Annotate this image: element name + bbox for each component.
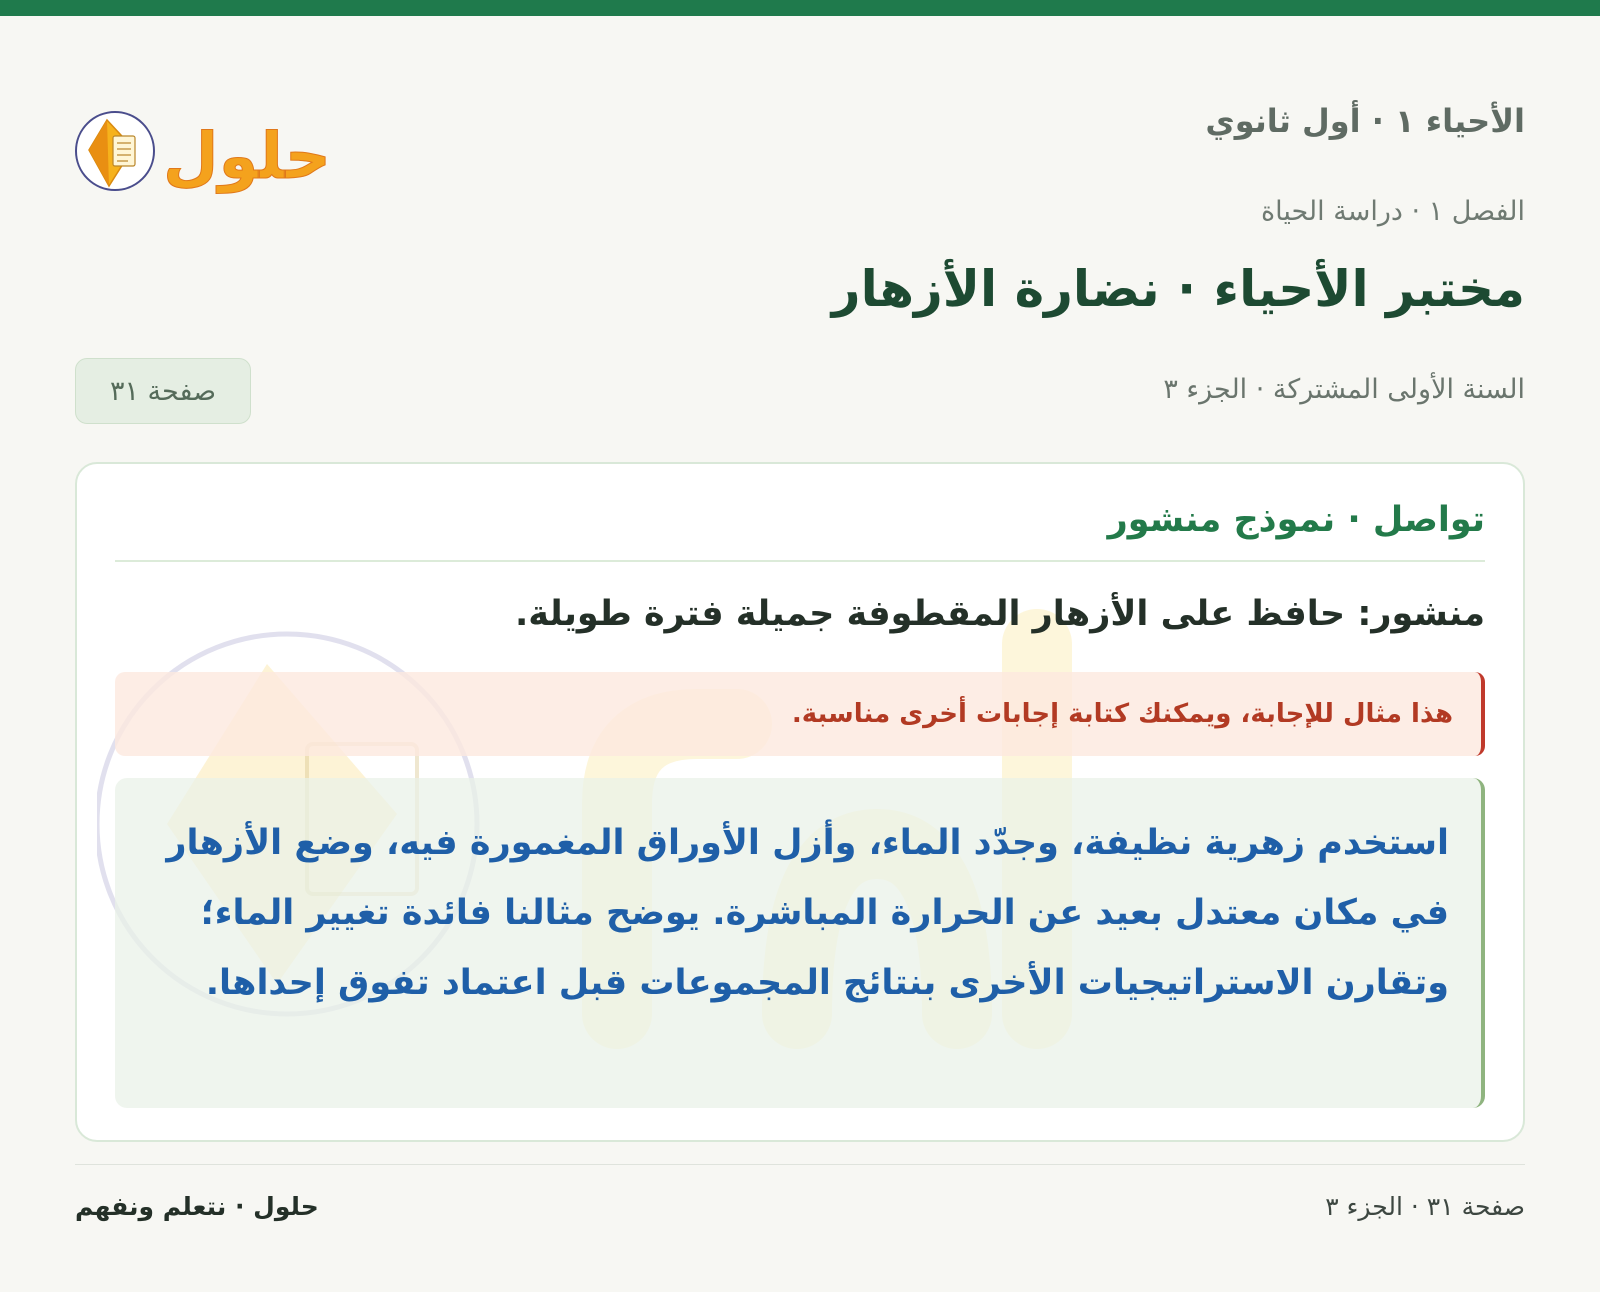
footer-brand: حلول · نتعلم ونفهم: [75, 1192, 319, 1221]
card-title: تواصل · نموذج منشور: [1107, 500, 1485, 540]
top-accent-bar: [0, 0, 1600, 16]
page-badge: صفحة ٣١: [75, 358, 251, 424]
header: [75, 68, 1525, 194]
post-prompt: منشور: حافظ على الأزهار المقطوفة جميلة فترة طويلة.: [514, 594, 1485, 634]
note-box: [115, 672, 1485, 756]
logo: [75, 108, 335, 208]
footer-page-info: صفحة ٣١ · الجزء ٣: [1325, 1192, 1525, 1221]
answer-box: [115, 778, 1485, 1108]
lesson-meta: السنة الأولى المشتركة · الجزء ٣: [1163, 374, 1525, 405]
note-text: هذا مثال للإجابة، ويمكنك كتابة إجابات أخرى مناسبة.: [791, 699, 1453, 729]
book-diamond-icon: [76, 112, 154, 190]
logo-wordmark: حلول: [163, 120, 331, 194]
answer-text: استخدم زهرية نظيفة، وجدّد الماء، وأزل الأوراق المغمورة فيه، وضع الأزهار في مكان معتدل بعيد عن الحرارة المباشرة. يوضح مثالنا فائدة تغيير الماء؛ وتقارن الاستراتيجيات الأخرى بنتائج المجموعات قبل اعتماد تفوق إحداها.: [166, 823, 1449, 1003]
course-title: الأحياء ١ · أول ثانوي: [1205, 102, 1525, 140]
page: [75, 16, 1525, 1292]
lesson-title: مختبر الأحياء · نضارة الأزهار: [831, 260, 1525, 318]
content-card: [75, 462, 1525, 1142]
card-divider: [115, 560, 1485, 562]
chapter-label: الفصل ١ · دراسة الحياة: [1260, 196, 1525, 227]
footer-divider: [75, 1164, 1525, 1165]
